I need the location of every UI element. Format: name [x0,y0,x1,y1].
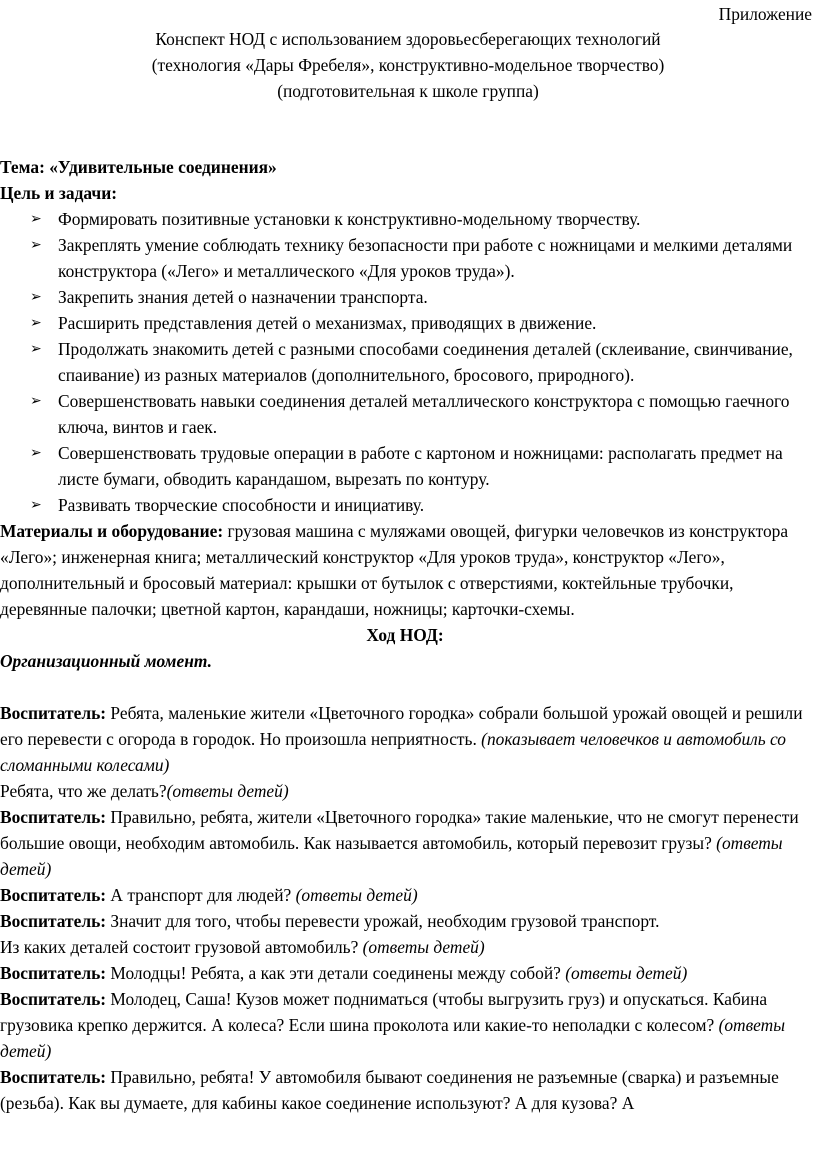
arrow-bullet-icon: ➢ [30,393,42,409]
speaker-label: Воспитатель: [0,1067,107,1087]
dialogue-paragraph: Воспитатель: Правильно, ребята! У автомобиля бывают соединения не разъемные (сварка) и разъемные (резьба). Как вы думаете, для кабины какое соединение используют? А для кузова? А [0,1067,779,1113]
org-moment-heading: Организационный момент. [0,651,212,671]
list-item: ➢ Закреплять умение соблюдать технику безопасности при работе с ножницами и мелкими деталями конструктора («Лего» и металлического «Для уроков труда»). [0,232,810,284]
stage-note: (ответы детей) [565,963,688,983]
header-line-2: (технология «Дары Фребеля», конструктивно-модельное творчество) [151,55,665,75]
stage-note: (ответы детей) [166,781,289,801]
stage-note: (ответы детей) [0,1015,785,1061]
spacer [0,674,810,700]
stage-note: (ответы детей) [295,885,418,905]
document-body [0,154,810,1116]
list-item: ➢ Закрепить знания детей о назначении транспорта. [0,284,810,310]
materials-text: грузовая машина с муляжами овощей, фигурки человечков из конструктора «Лего»; инженерная книга; металлический конструктор «Для уроков труда», конструктор «Лего», дополнительный и бросовый материал: крышки от бутылок с отверстиями, коктейльные трубочки, деревянные палочки; цветной картон, карандаши, ножницы; карточки-схемы. [0,521,789,619]
materials-paragraph [0,518,810,622]
stage-note: (показывает человечков и автомобиль со сломанными колесами) [0,729,787,775]
dialogue-paragraph: Воспитатель: Молодец, Саша! Кузов может подниматься (чтобы выгрузить груз) и опускаться. Кабина грузовика крепко держится. А колеса? Если шина проколота или какие-то неполадки с колесом? (ответы детей) [0,989,785,1061]
dialogue-paragraph: Воспитатель: А транспорт для людей? (ответы детей) [0,885,418,905]
goals-heading: Цель и задачи: [0,183,118,203]
speaker-label: Воспитатель: [0,911,107,931]
topic-heading: Тема: «Удивительные соединения» [0,157,277,177]
header-line-1: Конспект НОД с использованием здоровьесберегающих технологий [155,29,661,49]
document-header [0,26,816,104]
dialogue-paragraph: Воспитатель: Молодцы! Ребята, а как эти детали соединены между собой? (ответы детей) [0,963,688,983]
arrow-bullet-icon: ➢ [30,289,42,305]
speaker-label: Воспитатель: [0,703,107,723]
speaker-label: Воспитатель: [0,885,107,905]
stage-note: (ответы детей) [0,833,783,879]
dialogue-paragraph: Воспитатель: Значит для того, чтобы перевести урожай, необходим грузовой транспорт. [0,911,660,931]
goals-list [0,206,810,518]
arrow-bullet-icon: ➢ [30,315,42,331]
stage-note: (ответы детей) [362,937,485,957]
list-item: ➢ Развивать творческие способности и инициативу. [0,492,810,518]
arrow-bullet-icon: ➢ [30,497,42,513]
arrow-bullet-icon: ➢ [30,237,42,253]
arrow-bullet-icon: ➢ [30,211,42,227]
course-title: Ход НОД: [366,625,444,645]
dialogue-paragraph: Ребята, что же делать?(ответы детей) [0,781,289,801]
arrow-bullet-icon: ➢ [30,445,42,461]
list-item: ➢ Совершенствовать навыки соединения деталей металлического конструктора с помощью гаечного ключа, винтов и гаек. [0,388,810,440]
appendix-label: Приложение [718,4,812,24]
dialogue-paragraph: Из каких деталей состоит грузовой автомобиль? (ответы детей) [0,937,485,957]
header-line-3: (подготовительная к школе группа) [277,81,539,101]
speaker-label: Воспитатель: [0,963,107,983]
dialogue-paragraph: Воспитатель: Правильно, ребята, жители «Цветочного городка» такие маленькие, что не смогут перенести большие овощи, необходим автомобиль. Как называется автомобиль, который перевозит грузы? (ответы детей) [0,807,799,879]
list-item: ➢ Формировать позитивные установки к конструктивно-модельному творчеству. [0,206,810,232]
list-item: ➢ Совершенствовать трудовые операции в работе с картоном и ножницами: располагать предмет на листе бумаги, обводить карандашом, вырезать по контуру. [0,440,810,492]
list-item: ➢ Расширить представления детей о механизмах, приводящих в движение. [0,310,810,336]
list-item: ➢ Продолжать знакомить детей с разными способами соединения деталей (склеивание, свинчивание, спаивание) из разных материалов (дополнительного, бросового, природного). [0,336,810,388]
speaker-label: Воспитатель: [0,989,107,1009]
speaker-label: Воспитатель: [0,807,107,827]
materials-label: Материалы и оборудование: [0,521,224,541]
dialogue-paragraph: Воспитатель: Ребята, маленькие жители «Цветочного городка» собрали большой урожай овощей и решили его перевести с огорода в городок. Но произошла неприятность. (показывает человечков и автомобиль со сломанными колесами) [0,703,803,775]
arrow-bullet-icon: ➢ [30,341,42,357]
